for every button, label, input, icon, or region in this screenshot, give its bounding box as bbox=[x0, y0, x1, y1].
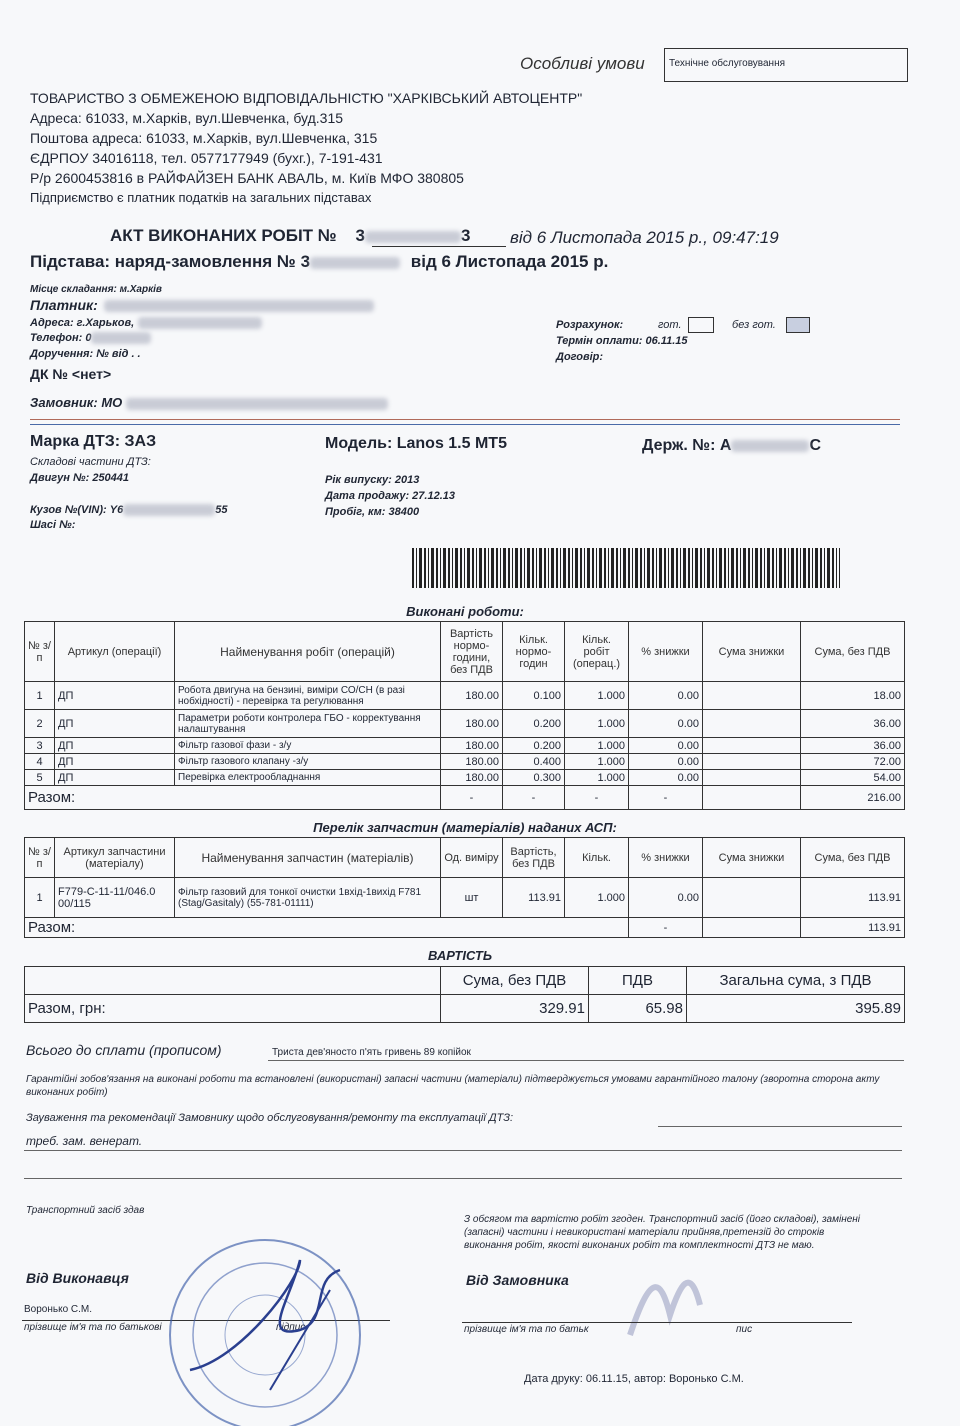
works-cell: Фільтр газового клапану -з/у bbox=[175, 754, 441, 770]
works-row bbox=[25, 770, 905, 786]
works-cell: 18.00 bbox=[801, 682, 905, 710]
cost-total: 395.89 bbox=[687, 995, 905, 1023]
parts-cell: 0.00 bbox=[629, 878, 703, 918]
works-cell: 180.00 bbox=[441, 682, 503, 710]
works-cell: 1.000 bbox=[565, 770, 629, 786]
works-cell: 0.00 bbox=[629, 770, 703, 786]
parts-h-name: Найменування запчастин (матеріалів) bbox=[175, 838, 441, 878]
parts-cell: 1 bbox=[25, 878, 55, 918]
works-cell: ДП bbox=[55, 770, 175, 786]
vehicle-sale-date: Дата продажу: 27.12.13 bbox=[325, 490, 455, 502]
parts-h-discount-sum: Сума знижки bbox=[703, 838, 801, 878]
cost-label: Разом, грн: bbox=[25, 995, 441, 1023]
works-cell: 1.000 bbox=[565, 738, 629, 754]
works-cell: 0.200 bbox=[503, 738, 565, 754]
parts-cell: шт bbox=[441, 878, 503, 918]
vehicle-model: Модель: Lanos 1.5 MT5 bbox=[325, 435, 507, 452]
customer-line bbox=[462, 1322, 852, 1323]
special-conditions-label: Особливі умови bbox=[520, 54, 645, 73]
parts-h-sum: Сума, без ПДВ bbox=[801, 838, 905, 878]
dk-line: ДК № <нет> bbox=[30, 366, 112, 382]
customer-sign-label: Від Замовника bbox=[466, 1272, 569, 1288]
works-total-mark: - bbox=[441, 786, 503, 810]
vehicle-chassis: Шасі №: bbox=[30, 519, 76, 531]
vin-text: Кузов №(VIN): Y6 bbox=[30, 504, 124, 516]
cost-title: ВАРТІСТЬ bbox=[427, 948, 493, 963]
remarks-label: Зауваження та рекомендації Замовнику щодо обслуговування/ремонту та експлуатації ДТЗ: bbox=[26, 1112, 514, 1124]
parts-total-label: Разом: bbox=[25, 918, 629, 938]
cash-label: гот. bbox=[658, 319, 682, 331]
works-cell: 180.00 bbox=[441, 738, 503, 754]
remarks-line-1 bbox=[24, 1150, 902, 1151]
remarks-line-2 bbox=[24, 1178, 902, 1179]
parts-total-empty bbox=[703, 918, 801, 938]
parts-cell: 1.000 bbox=[565, 878, 629, 918]
vehicle-mileage: Пробіг, км: 38400 bbox=[325, 506, 420, 518]
words-underline bbox=[268, 1060, 904, 1061]
company-tax: Підприємство є платник податків на загальних підставах bbox=[30, 190, 372, 205]
works-cell: 0.300 bbox=[503, 770, 565, 786]
cost-empty bbox=[25, 967, 441, 995]
customer-redacted bbox=[126, 398, 388, 410]
parts-h-discount: % знижки bbox=[629, 838, 703, 878]
works-row bbox=[25, 754, 905, 770]
works-h-name: Найменування робіт (операцій) bbox=[175, 622, 441, 682]
works-cell bbox=[703, 754, 801, 770]
executor-label: Від Виконавця bbox=[26, 1270, 129, 1286]
works-cell: Перевірка електрообладнання bbox=[175, 770, 441, 786]
noncash-checkbox[interactable] bbox=[786, 317, 810, 333]
works-cell: 1.000 bbox=[565, 682, 629, 710]
works-h-discount-sum: Сума знижки bbox=[703, 622, 801, 682]
works-cell: Фільтр газової фази - з/у bbox=[175, 738, 441, 754]
guarantee-text: Гарантійні зобов'язання на виконані роботи та встановлені (використані) запасні частини (матеріали) підтверджується умовами гарантійного талону (зворотна сторона акту виконаних робіт) bbox=[26, 1074, 880, 1098]
works-cell: 180.00 bbox=[441, 710, 503, 738]
company-name: ТОВАРИСТВО З ОБМЕЖЕНОЮ ВІДПОВІДАЛЬНІСТЮ "ХАРКІВСЬКИЙ АВТОЦЕНТР" bbox=[30, 90, 583, 106]
cost-sum: 329.91 bbox=[441, 995, 589, 1023]
parts-h-num: № з/п bbox=[25, 838, 55, 878]
customer-line bbox=[30, 395, 388, 410]
vehicle-vin bbox=[30, 504, 227, 516]
works-total-mark: - bbox=[629, 786, 703, 810]
customer-fio-caption: прізвище ім'я та по батьк bbox=[464, 1324, 589, 1335]
works-h-rate: Вартість нормо-години, без ПДВ bbox=[441, 622, 503, 682]
parts-total-mark: - bbox=[629, 918, 703, 938]
works-h-qty: Кільк. робіт (операц.) bbox=[565, 622, 629, 682]
print-date: Дата друку: 06.11.15, автор: Воронько С.М. bbox=[524, 1373, 744, 1385]
remarks-value: треб. зам. венерат. bbox=[26, 1134, 143, 1148]
customer-signature-icon bbox=[610, 1255, 720, 1345]
works-cell: ДП bbox=[55, 682, 175, 710]
works-h-discount: % знижки bbox=[629, 622, 703, 682]
customer-sign-caption: пис bbox=[736, 1324, 753, 1335]
act-title bbox=[110, 226, 470, 246]
works-total-mark: - bbox=[565, 786, 629, 810]
works-cell: 5 bbox=[25, 770, 55, 786]
basis-number-redacted bbox=[310, 257, 400, 269]
phone-redacted bbox=[91, 332, 151, 344]
parts-h-article: Артикул запчастини (матеріалу) bbox=[55, 838, 175, 878]
executor-sign-caption: підпис bbox=[276, 1322, 306, 1333]
cost-h-vat: ПДВ bbox=[589, 967, 687, 995]
basis-suffix: від 6 Листопада 2015 р. bbox=[410, 252, 609, 271]
divider-red bbox=[30, 419, 900, 420]
customer-text: Замовник: МО bbox=[30, 395, 123, 410]
works-cell: 0.00 bbox=[629, 710, 703, 738]
company-edrpou: ЄДРПОУ 34016118, тел. 0577177949 (бухг.), 7-191-431 bbox=[30, 150, 383, 166]
company-stamp-icon bbox=[150, 1220, 380, 1426]
contract-label: Договір: bbox=[556, 351, 604, 363]
works-cell: 36.00 bbox=[801, 710, 905, 738]
works-cell: 2 bbox=[25, 710, 55, 738]
works-cell: 1.000 bbox=[565, 754, 629, 770]
noncash-label: без гот. bbox=[732, 319, 776, 331]
agree-text: З обсягом та вартістю робіт згоден. Транспортний засіб (його складові), замінені (запасні) частини і невикористані матеріали прийняв,претензій до строків виконання робіт, якості виконаних робіт та комплектності ДТЗ не маю. bbox=[464, 1214, 860, 1251]
act-title-text: АКТ ВИКОНАНИХ РОБІТ № bbox=[110, 226, 337, 245]
works-table bbox=[24, 621, 905, 810]
vehicle-engine: Двигун №: 250441 bbox=[30, 472, 130, 484]
works-cell: 3 bbox=[25, 738, 55, 754]
payer-phone-text: Телефон: 0 bbox=[30, 332, 92, 344]
plate-prefix: Держ. №: А bbox=[642, 437, 732, 454]
basis-line bbox=[30, 252, 608, 272]
works-h-num: № з/п bbox=[25, 622, 55, 682]
works-cell: 0.200 bbox=[503, 710, 565, 738]
barcode bbox=[412, 548, 840, 588]
works-h-sum: Сума, без ПДВ bbox=[801, 622, 905, 682]
works-cell bbox=[703, 682, 801, 710]
act-number-suffix: 3 bbox=[460, 226, 471, 245]
parts-row bbox=[25, 878, 905, 918]
payment-term: Термін оплати: 06.11.15 bbox=[556, 335, 688, 347]
parts-h-unit: Од. виміру bbox=[441, 838, 503, 878]
act-number-redacted bbox=[365, 231, 461, 243]
parts-cell: 113.91 bbox=[801, 878, 905, 918]
words-label: Всього до сплати (прописом) bbox=[26, 1042, 222, 1058]
executor-name: Воронько С.М. bbox=[24, 1304, 93, 1315]
payer-label bbox=[30, 297, 374, 313]
works-total-value: 216.00 bbox=[801, 786, 905, 810]
works-cell: 0.100 bbox=[503, 682, 565, 710]
plate-redacted bbox=[731, 440, 809, 452]
company-address: Адреса: 61033, м.Харків, вул.Шевченка, буд.315 bbox=[30, 110, 344, 126]
vehicle-brand: Марка ДТЗ: ЗАЗ bbox=[30, 433, 157, 450]
works-h-article: Артикул (операції) bbox=[55, 622, 175, 682]
parts-cell bbox=[703, 878, 801, 918]
works-cell: 0.400 bbox=[503, 754, 565, 770]
cash-checkbox[interactable] bbox=[688, 317, 714, 333]
cost-h-sum: Сума, без ПДВ bbox=[441, 967, 589, 995]
works-total-mark: - bbox=[503, 786, 565, 810]
transfer-label: Транспортний засіб здав bbox=[26, 1205, 145, 1216]
act-number-underline bbox=[372, 246, 506, 247]
words-value: Триста дев'яносто п'ять гривень 89 копійок bbox=[272, 1047, 471, 1058]
company-bank: Р/р 2600453816 в РАЙФАЙЗЕН БАНК АВАЛЬ, м. Київ МФО 380805 bbox=[30, 170, 464, 186]
works-cell: 180.00 bbox=[441, 770, 503, 786]
cost-h-total: Загальна сума, з ПДВ bbox=[687, 967, 905, 995]
cost-vat: 65.98 bbox=[589, 995, 687, 1023]
works-cell: 0.00 bbox=[629, 754, 703, 770]
act-number-prefix: 3 bbox=[355, 226, 365, 245]
payer-redacted bbox=[104, 300, 374, 312]
works-cell: 1.000 bbox=[565, 710, 629, 738]
works-cell bbox=[703, 738, 801, 754]
payment-label: Розрахунок: bbox=[556, 319, 624, 331]
vehicle-plate bbox=[642, 437, 821, 455]
works-cell: Параметри роботи контролера ГБО - корректування налаштування bbox=[175, 710, 441, 738]
payer-text: Платник: bbox=[30, 297, 98, 313]
vehicle-year: Рік випуску: 2013 bbox=[325, 474, 420, 486]
works-cell: 54.00 bbox=[801, 770, 905, 786]
works-cell: 0.00 bbox=[629, 682, 703, 710]
cost-table bbox=[24, 966, 905, 1023]
vehicle-parts: Складові частини ДТЗ: bbox=[30, 456, 151, 468]
trust-line: Доручення: № від . . bbox=[30, 348, 141, 360]
remarks-underline bbox=[658, 1126, 902, 1127]
works-cell: 36.00 bbox=[801, 738, 905, 754]
works-cell: 1 bbox=[25, 682, 55, 710]
works-cell bbox=[703, 770, 801, 786]
parts-cell: 113.91 bbox=[503, 878, 565, 918]
parts-title: Перелік запчастин (матеріалів) наданих АСП: bbox=[313, 820, 617, 835]
works-total-label: Разом: bbox=[25, 786, 441, 810]
works-cell: 72.00 bbox=[801, 754, 905, 770]
special-conditions-box bbox=[664, 48, 908, 82]
place-of-issue: Місце складання: м.Харків bbox=[30, 284, 162, 295]
divider-blue bbox=[30, 424, 900, 425]
works-row bbox=[25, 710, 905, 738]
parts-cell: Фільтр газовий для тонкої очистки 1вхід-1вихід F781 (Stag/Gasitaly) (55-781-01111) bbox=[175, 878, 441, 918]
special-conditions-value: Технічне обслуговування bbox=[669, 58, 786, 69]
parts-total-value: 113.91 bbox=[801, 918, 905, 938]
vin-redacted bbox=[123, 504, 215, 516]
works-title: Виконані роботи: bbox=[406, 604, 524, 619]
payer-address-text: Адреса: г.Харьков, bbox=[30, 317, 135, 329]
works-cell: ДП bbox=[55, 710, 175, 738]
works-cell: 180.00 bbox=[441, 754, 503, 770]
payer-address bbox=[30, 317, 262, 329]
works-cell: ДП bbox=[55, 754, 175, 770]
works-cell bbox=[703, 710, 801, 738]
works-cell: Робота двигуна на бензині, виміри СО/СН (в разі нобхідності) - перевірка та регулювання bbox=[175, 682, 441, 710]
executor-fio-caption: прізвище ім'я та по батькові bbox=[24, 1322, 162, 1333]
works-cell: ДП bbox=[55, 738, 175, 754]
basis-prefix: Підстава: наряд-замовлення № 3 bbox=[30, 252, 311, 271]
works-row bbox=[25, 738, 905, 754]
parts-h-qty: Кільк. bbox=[565, 838, 629, 878]
works-h-hours: Кільк. нормо-годин bbox=[503, 622, 565, 682]
company-postal: Поштова адреса: 61033, м.Харків, вул.Шевченка, 315 bbox=[30, 130, 378, 146]
works-cell: 0.00 bbox=[629, 738, 703, 754]
parts-cell: F779-C-11-11/046.0 00/115 bbox=[55, 878, 175, 918]
plate-suffix: С bbox=[809, 437, 822, 454]
parts-h-price: Вартість, без ПДВ bbox=[503, 838, 565, 878]
parts-table bbox=[24, 837, 905, 938]
vin-suffix: 55 bbox=[215, 504, 228, 516]
works-cell: 4 bbox=[25, 754, 55, 770]
act-date: від 6 Листопада 2015 р., 09:47:19 bbox=[510, 228, 779, 247]
works-row bbox=[25, 682, 905, 710]
address-redacted bbox=[138, 317, 262, 329]
payer-phone bbox=[30, 332, 151, 344]
works-total-empty bbox=[703, 786, 801, 810]
